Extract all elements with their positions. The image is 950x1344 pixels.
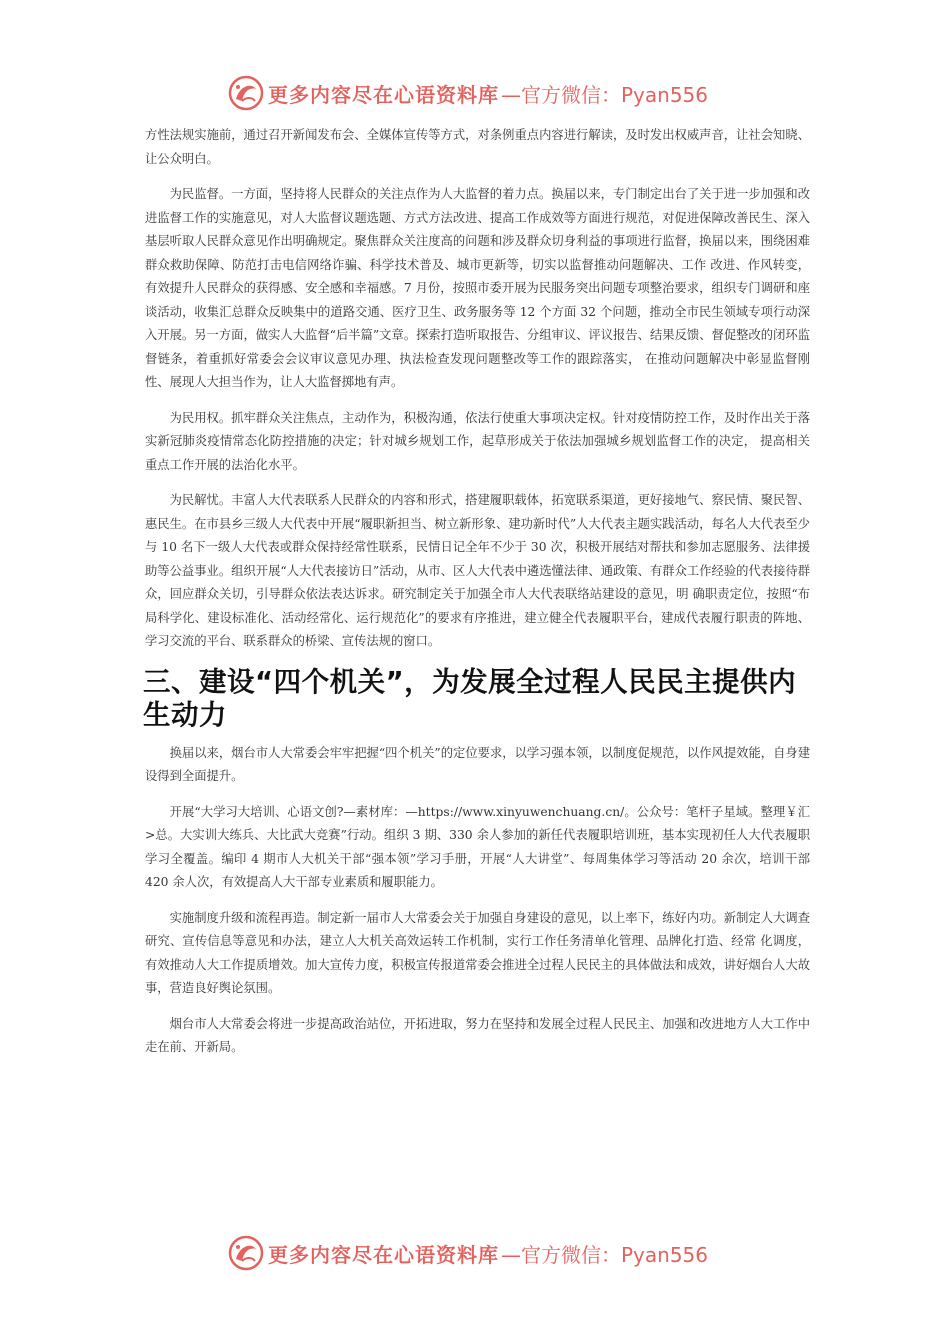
paragraph: 为民监督。一方面，坚持将人民群众的关注点作为人大监督的着力点。换届以来，专门制定出台了关于进一步加强和改进监督工作的实施意见，对人大监督议题选题、方式方法改进、提高工作成效等方面进行规范，对促进保障改善民生、深入基层听取人民群众意见作出明确规定。聚焦群众关注度高的问题和涉及群众切身利益的事项进行监督，换届以来，围绕困难群众救助保障、防范打击电信网络诈骗、科学技术普及、城市更新等，切实以监督推动问题解决、工作 改进、作风转变，有效提升人民群众的获得感、安全感和幸福感。7 月份，按照市委开展为民服务突出问题专项整治要求，组织专门调研和座谈活动，收集汇总群众反映集中的道路交通、医疗卫生、政务服务等 12 个方面 32 个问题，推动全市民生领域专项行动深入开展。另一方面，做实人大监督“后半篇”文章。探索打造听取报告、分组审议、评议报告、结果反馈、督促整改的闭环监督链条，着重抓好常委会会议审议意见办理、执法检查发现问题整改等工作的跟踪落实， 在推动问题解决中彰显监督刚性、展现人大担当作为，让人大监督掷地有声。 — [145, 187, 810, 389]
footer-banner — [228, 1233, 708, 1273]
paragraph: 方性法规实施前，通过召开新闻发布会、全媒体宣传等方式，对条例重点内容进行解读，及时发出权威声音，让社会知晓、让公众明白。 — [145, 128, 810, 166]
paragraph: 换届以来，烟台市人大常委会牢牢把握“四个机关”的定位要求，以学习强本领，以制度促规范，以作风提效能，自身建设得到全面提升。 — [145, 745, 810, 783]
document-body — [145, 124, 810, 1072]
ribbon-logo-icon — [228, 75, 264, 111]
banner-slogan: 更多内容尽在心语资料库 — [268, 82, 499, 107]
paragraph: 烟台市人大常委会将进一步提高政治站位，开拓进取，努力在坚持和发展全过程人民民主、加强和改进地方人大工作中走在前、开新局。 — [145, 1016, 810, 1054]
section-heading: 三、建设“四个机关”，为发展全过程人民民主提供内生动力 — [143, 665, 797, 731]
header-banner — [228, 73, 708, 113]
paragraph: 为民解忧。丰富人大代表联系人民群众的内容和形式，搭建履职载体，拓宽联系渠道，更好接地气、察民情、聚民智、惠民生。在市县乡三级人大代表中开展“履职新担当、树立新形象、建功新时代”人大代表主题实践活动，每名人大代表至少与 10 名下一级人大代表或群众保持经常性联系，民情日记全年不少于 30 次，积极开展结对帮扶和参加志愿服务、法律援助等公益事业。组织开展“人大代表接访日”活动，从市、区人大代表中遴选懂法律、通政策、有群众工作经验的代表接待群众，回应群众关切，引导群众依法表达诉求。研究制定关于加强全市人大代表联络站建设的意见，明 确职责定位，按照“布局科学化、建设标准化、活动经常化、运行规范化”的要求有序推进，建立健全代表履职平台，建成代表履行职责的阵地、学习交流的平台、联系群众的桥梁、宣传法规的窗口。 — [145, 493, 810, 648]
banner-contact: —官方微信：Pyan556 — [501, 1242, 709, 1267]
banner-contact: —官方微信：Pyan556 — [501, 82, 709, 107]
paragraph: 实施制度升级和流程再造。制定新一届市人大常委会关于加强自身建设的意见，以上率下，练好内功。新制定人大调查研究、宣传信息等意见和办法，建立人大机关高效运转工作机制，实行工作任务清单化管理、品牌化打造、经常 化调度，有效推动人大工作提质增效。加大宣传力度，积极宣传报道常委会推进全过程人民民主的具体做法和成效，讲好烟台人大故事，营造良好舆论氛围。 — [145, 910, 810, 995]
paragraph: 开展“大学习大培训、心语文创?—素材库：—https://www.xinyuwenchuang.cn/。公众号：笔杆子星域。整理￥汇>总。大实训大练兵、大比武大竞赛”行动。组织 3 期、330 余人参加的新任代表履职培训班，基本实现初任人大代表履职学习全覆盖。编印 4 期市人大机关干部“强本领”学习手册，开展“人大讲堂”、每周集体学习等活动 20 余次，培训干部 420 余人次，有效提高人大干部专业素质和履职能力。 — [145, 804, 810, 889]
ribbon-logo-icon — [228, 1235, 264, 1271]
banner-slogan: 更多内容尽在心语资料库 — [268, 1242, 499, 1267]
paragraph: 为民用权。抓牢群众关注焦点，主动作为，积极沟通，依法行使重大事项决定权。针对疫情防控工作，及时作出关于落实新冠肺炎疫情常态化防控措施的决定；针对城乡规划工作，起草形成关于依法加强城乡规划监督工作的决定， 提高相关重点工作开展的法治化水平。 — [145, 410, 810, 472]
